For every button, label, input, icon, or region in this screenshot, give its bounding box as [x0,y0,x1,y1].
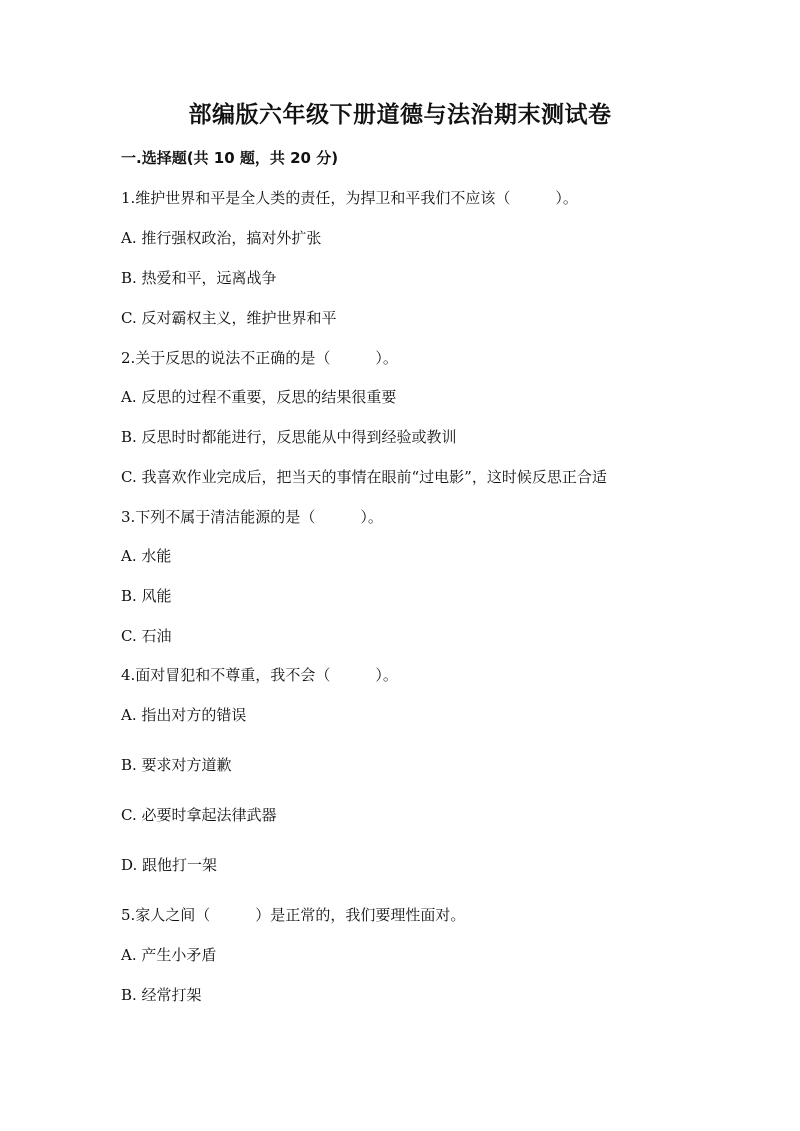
option-text: C. 石油 [121,627,172,645]
question-stem: 2.关于反思的说法不正确的是（ ）。 [121,349,398,367]
option-text: B. 反思时时都能进行，反思能从中得到经验或教训 [121,428,457,446]
option-text: B. 经常打架 [121,986,202,1004]
option-text: C. 必要时拿起法律武器 [121,806,277,824]
option-text: A. 水能 [121,547,172,565]
question-stem: 5.家人之间（ ）是正常的，我们要理性面对。 [121,906,466,924]
option-text: B. 要求对方道歉 [121,756,232,774]
question-stem: 4.面对冒犯和不尊重，我不会（ ）。 [121,666,398,684]
option-text: A. 推行强权政治，搞对外扩张 [121,229,322,247]
option-text: A. 指出对方的错误 [121,706,247,724]
option-text: B. 热爱和平，远离战争 [121,269,277,287]
section-heading: 一.选择题(共 10 题，共 20 分) [121,149,339,167]
question-stem: 1.维护世界和平是全人类的责任，为捍卫和平我们不应该（ ）。 [121,189,578,207]
page-title: 部编版六年级下册道德与法治期末测试卷 [188,101,612,128]
question-stem: 3.下列不属于清洁能源的是（ ）。 [121,508,383,526]
option-text: C. 反对霸权主义，维护世界和平 [121,309,337,327]
option-text: A. 反思的过程不重要，反思的结果很重要 [121,388,397,406]
option-text: B. 风能 [121,587,172,605]
option-text: C. 我喜欢作业完成后，把当天的事情在眼前“过电影”，这时候反思正合适 [121,468,607,486]
option-text: A. 产生小矛盾 [121,946,217,964]
option-text: D. 跟他打一架 [121,856,218,874]
